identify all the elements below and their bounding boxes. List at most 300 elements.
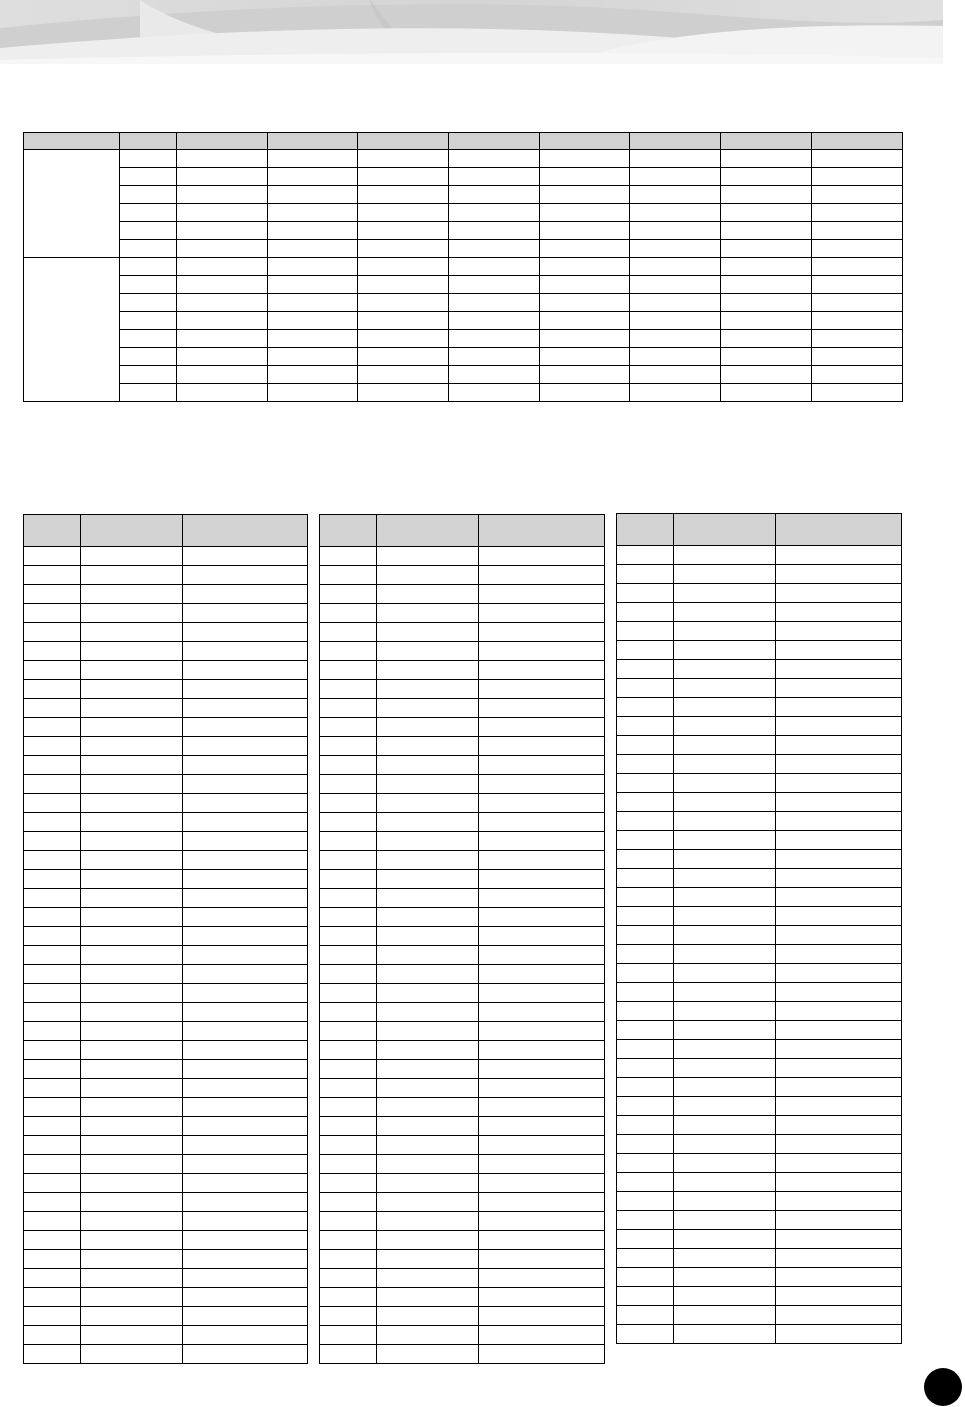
list-table-cell: [479, 642, 605, 661]
list-table-row: [617, 869, 902, 888]
group-label-cell: [24, 150, 120, 258]
list-table-cell: [617, 964, 674, 983]
list-table-cell: [24, 965, 81, 984]
list-table-cell: [617, 660, 674, 679]
list-table-row: [24, 1212, 308, 1231]
list-table-cell: [377, 547, 479, 566]
list-table-cell: [320, 604, 377, 623]
list-table-cell: [617, 755, 674, 774]
list-table-header-cell: [81, 515, 183, 547]
list-table-cell: [320, 927, 377, 946]
list-table-cell: [674, 1116, 776, 1135]
list-table-cell: [479, 1212, 605, 1231]
list-table-cell: [81, 851, 183, 870]
top-table-cell: [177, 150, 268, 168]
list-table-cell: [617, 736, 674, 755]
list-table-cell: [320, 984, 377, 1003]
list-table-cell: [183, 566, 308, 585]
list-table-cell: [479, 1060, 605, 1079]
top-table-cell: [812, 240, 903, 258]
list-table-cell: [183, 756, 308, 775]
top-table-cell: [540, 330, 630, 348]
list-table-cell: [320, 1231, 377, 1250]
top-table-cell: [540, 222, 630, 240]
list-table-cell: [377, 1060, 479, 1079]
list-table-cell: [776, 1249, 902, 1268]
list-table-cell: [674, 736, 776, 755]
list-table-cell: [320, 661, 377, 680]
top-table-header-cell: [721, 133, 812, 150]
top-table-cell: [630, 258, 721, 276]
top-table-cell: [358, 168, 449, 186]
list-table-row: [617, 1154, 902, 1173]
list-table-cell: [183, 1079, 308, 1098]
list-table-cell: [674, 1230, 776, 1249]
list-table-cell: [479, 1174, 605, 1193]
list-table-row: [24, 1250, 308, 1269]
list-table-cell: [183, 1345, 308, 1364]
list-table-cell: [776, 1097, 902, 1116]
list-table-row: [320, 642, 605, 661]
list-table-cell: [183, 661, 308, 680]
list-table-cell: [377, 585, 479, 604]
list-table-cell: [776, 1173, 902, 1192]
list-table-cell: [183, 927, 308, 946]
top-table-cell: [630, 330, 721, 348]
list-table-row: [320, 566, 605, 585]
list-table-row: [320, 604, 605, 623]
list-table-cell: [377, 1117, 479, 1136]
list-table-cell: [479, 889, 605, 908]
list-table-row: [24, 1193, 308, 1212]
list-table-cell: [81, 1193, 183, 1212]
list-table-cell: [674, 850, 776, 869]
list-table-cell: [479, 1041, 605, 1060]
list-table-row: [617, 831, 902, 850]
list-table-cell: [377, 699, 479, 718]
list-table-row: [320, 1003, 605, 1022]
list-table-cell: [81, 1307, 183, 1326]
list-table-cell: [377, 1269, 479, 1288]
list-table-cell: [24, 870, 81, 889]
list-table-cell: [320, 832, 377, 851]
list-table-row: [24, 1079, 308, 1098]
list-table-cell: [24, 1155, 81, 1174]
list-table-cell: [377, 1212, 479, 1231]
list-table-cell: [24, 775, 81, 794]
top-table-cell: [630, 240, 721, 258]
list-table-cell: [776, 983, 902, 1002]
list-table-cell: [81, 813, 183, 832]
list-table-cell: [479, 794, 605, 813]
list-table-row: [617, 698, 902, 717]
list-table-row: [617, 1078, 902, 1097]
top-table-cell: [812, 150, 903, 168]
list-table-cell: [320, 1041, 377, 1060]
list-table-row: [24, 1307, 308, 1326]
list-table-cell: [320, 775, 377, 794]
list-table-cell: [674, 679, 776, 698]
top-table-cell: [540, 204, 630, 222]
list-table-cell: [776, 869, 902, 888]
list-table-row: [617, 1230, 902, 1249]
list-table-cell: [24, 1288, 81, 1307]
list-table-cell: [479, 1231, 605, 1250]
top-table-row: [24, 276, 903, 294]
top-table-cell: [540, 366, 630, 384]
list-table-cell: [674, 812, 776, 831]
list-table-row: [24, 1117, 308, 1136]
list-table-cell: [617, 1002, 674, 1021]
list-table-cell: [377, 889, 479, 908]
list-table-cell: [377, 1022, 479, 1041]
top-table-cell: [449, 222, 540, 240]
list-table-cell: [479, 1022, 605, 1041]
list-table-cell: [479, 870, 605, 889]
list-table-row: [320, 813, 605, 832]
list-table-cell: [183, 1003, 308, 1022]
top-table-row: [24, 258, 903, 276]
top-table-cell: [120, 240, 177, 258]
list-table-cell: [776, 793, 902, 812]
list-table-cell: [617, 1211, 674, 1230]
list-table-cell: [320, 585, 377, 604]
top-table-cell: [449, 294, 540, 312]
list-table-row: [24, 1022, 308, 1041]
list-table-row: [24, 756, 308, 775]
top-table-cell: [812, 276, 903, 294]
list-table-row: [24, 851, 308, 870]
top-table-cell: [721, 258, 812, 276]
list-table-cell: [479, 718, 605, 737]
top-table-row: [24, 348, 903, 366]
list-table-cell: [183, 965, 308, 984]
list-table-cell: [479, 1193, 605, 1212]
list-table-row: [24, 1041, 308, 1060]
list-table-cell: [320, 908, 377, 927]
top-table-cell: [630, 150, 721, 168]
list-table-cell: [674, 1287, 776, 1306]
list-table-cell: [320, 965, 377, 984]
top-table-cell: [540, 348, 630, 366]
list-table-cell: [617, 1078, 674, 1097]
list-table-row: [320, 851, 605, 870]
list-table-cell: [617, 774, 674, 793]
list-table-cell: [24, 1269, 81, 1288]
list-table-cell: [479, 680, 605, 699]
list-table-cell: [479, 566, 605, 585]
list-table-cell: [320, 1117, 377, 1136]
list-table-cell: [617, 1268, 674, 1287]
list-table-row: [320, 1174, 605, 1193]
list-table-cell: [320, 642, 377, 661]
list-table-cell: [81, 775, 183, 794]
list-table-cell: [24, 718, 81, 737]
list-table-row: [617, 1059, 902, 1078]
list-table-cell: [377, 1098, 479, 1117]
list-table-cell: [24, 585, 81, 604]
top-table-cell: [120, 330, 177, 348]
list-table-cell: [674, 1249, 776, 1268]
list-table-cell: [776, 1268, 902, 1287]
top-table-header-cell: [268, 133, 358, 150]
list-table-cell: [776, 812, 902, 831]
list-table-cell: [674, 869, 776, 888]
list-table-row: [24, 1136, 308, 1155]
wave-graphic: [0, 0, 943, 64]
top-table-cell: [268, 348, 358, 366]
list-table-row: [24, 661, 308, 680]
list-table-cell: [776, 774, 902, 793]
top-table-row: [24, 330, 903, 348]
list-table-cell: [320, 547, 377, 566]
list-table-cell: [24, 908, 81, 927]
top-table-cell: [358, 276, 449, 294]
list-table-cell: [617, 831, 674, 850]
list-table-cell: [183, 1212, 308, 1231]
list-table-cell: [617, 793, 674, 812]
list-table-row: [24, 889, 308, 908]
list-table-cell: [81, 832, 183, 851]
top-table-cell: [630, 222, 721, 240]
list-table-cell: [617, 1287, 674, 1306]
list-table-cell: [377, 1174, 479, 1193]
list-table-3: [616, 513, 902, 1344]
list-table-cell: [81, 1155, 183, 1174]
list-table-row: [24, 1345, 308, 1364]
top-table-cell: [268, 312, 358, 330]
list-table-cell: [776, 831, 902, 850]
list-table-cell: [674, 1002, 776, 1021]
top-table-row: [24, 366, 903, 384]
top-table-cell: [177, 240, 268, 258]
list-table-row: [617, 1173, 902, 1192]
list-table-cell: [377, 1326, 479, 1345]
list-table-cell: [320, 718, 377, 737]
list-table-cell: [377, 965, 479, 984]
list-table-cell: [81, 1250, 183, 1269]
top-table-cell: [630, 276, 721, 294]
list-table-row: [24, 1060, 308, 1079]
list-table-cell: [183, 718, 308, 737]
list-table-cell: [617, 698, 674, 717]
list-table-row: [617, 1211, 902, 1230]
list-table-cell: [81, 1326, 183, 1345]
list-table-row: [617, 1040, 902, 1059]
list-table-row: [24, 718, 308, 737]
top-table-cell: [630, 384, 721, 402]
list-table-cell: [617, 1325, 674, 1344]
list-table-row: [320, 1307, 605, 1326]
list-table-cell: [674, 1040, 776, 1059]
list-table-2: [319, 514, 605, 1364]
list-table-cell: [377, 718, 479, 737]
top-table-header-cell: [449, 133, 540, 150]
list-table-row: [24, 927, 308, 946]
list-table-cell: [617, 1230, 674, 1249]
list-table-cell: [479, 661, 605, 680]
list-table-row: [24, 623, 308, 642]
list-table-cell: [674, 1154, 776, 1173]
top-table-cell: [449, 276, 540, 294]
list-table-row: [320, 1155, 605, 1174]
list-table-cell: [674, 1306, 776, 1325]
list-table-cell: [479, 984, 605, 1003]
top-table-cell: [177, 276, 268, 294]
list-table-cell: [617, 888, 674, 907]
list-table-cell: [183, 547, 308, 566]
list-table-cell: [617, 565, 674, 584]
list-table-row: [320, 623, 605, 642]
list-table-row: [320, 1231, 605, 1250]
list-table-cell: [81, 661, 183, 680]
list-table-cell: [617, 1116, 674, 1135]
list-table-cell: [776, 717, 902, 736]
list-table-cell: [24, 927, 81, 946]
list-table-cell: [674, 831, 776, 850]
list-table-cell: [81, 889, 183, 908]
list-table-cell: [617, 1249, 674, 1268]
list-table-cell: [320, 1326, 377, 1345]
list-table-cell: [674, 1059, 776, 1078]
list-table-cell: [377, 870, 479, 889]
list-table-cell: [674, 793, 776, 812]
list-table-row: [320, 1117, 605, 1136]
list-table-row: [617, 603, 902, 622]
list-table-row: [320, 1193, 605, 1212]
list-table-cell: [776, 1116, 902, 1135]
list-table-row: [320, 870, 605, 889]
list-table-cell: [81, 1022, 183, 1041]
list-table-cell: [24, 794, 81, 813]
list-table-cell: [479, 1136, 605, 1155]
list-table-row: [617, 888, 902, 907]
list-table-cell: [479, 1003, 605, 1022]
list-table-cell: [479, 1307, 605, 1326]
list-table-row: [617, 755, 902, 774]
list-table-cell: [776, 1325, 902, 1344]
list-table-cell: [183, 585, 308, 604]
list-table-cell: [183, 794, 308, 813]
list-table-cell: [776, 546, 902, 565]
list-table-cell: [24, 889, 81, 908]
list-table-cell: [183, 737, 308, 756]
list-table-cell: [776, 1306, 902, 1325]
top-table-header-row: [24, 133, 903, 150]
list-table-cell: [81, 1345, 183, 1364]
list-table-cell: [617, 546, 674, 565]
top-table-cell: [721, 294, 812, 312]
list-table-cell: [81, 623, 183, 642]
top-table-cell: [177, 258, 268, 276]
list-table-cell: [81, 908, 183, 927]
list-table-cell: [24, 699, 81, 718]
list-table-cell: [377, 832, 479, 851]
list-table-cell: [617, 622, 674, 641]
list-table-cell: [24, 813, 81, 832]
list-table-cell: [377, 813, 479, 832]
list-table-row: [617, 964, 902, 983]
header-banner: [0, 0, 943, 64]
list-table-cell: [81, 718, 183, 737]
top-table-header-cell: [120, 133, 177, 150]
top-table-cell: [449, 366, 540, 384]
list-table-cell: [617, 1306, 674, 1325]
list-table-row: [24, 946, 308, 965]
list-table-cell: [776, 698, 902, 717]
list-table-cell: [617, 679, 674, 698]
list-table-cell: [183, 1307, 308, 1326]
list-table-3-body: [617, 514, 902, 1344]
list-table-header-row: [617, 514, 902, 546]
top-table-body: [24, 133, 903, 402]
top-table-cell: [540, 168, 630, 186]
list-table-row: [320, 737, 605, 756]
list-table-cell: [377, 984, 479, 1003]
top-table-row: [24, 222, 903, 240]
list-table-row: [617, 1002, 902, 1021]
list-table-cell: [81, 585, 183, 604]
top-table-cell: [358, 330, 449, 348]
list-table-cell: [377, 1136, 479, 1155]
list-table-cell: [479, 775, 605, 794]
list-table-cell: [377, 1307, 479, 1326]
list-table-cell: [776, 1230, 902, 1249]
list-table-cell: [479, 547, 605, 566]
top-table-cell: [630, 348, 721, 366]
top-table-cell: [268, 276, 358, 294]
list-table-row: [320, 889, 605, 908]
list-table-row: [320, 775, 605, 794]
list-table-row: [320, 908, 605, 927]
list-table-cell: [776, 679, 902, 698]
list-table-row: [617, 1021, 902, 1040]
list-table-header-cell: [479, 515, 605, 547]
list-table-cell: [377, 1193, 479, 1212]
list-table-cell: [81, 1269, 183, 1288]
list-table-cell: [674, 565, 776, 584]
list-table-cell: [24, 984, 81, 1003]
list-table-cell: [183, 680, 308, 699]
top-table-cell: [120, 294, 177, 312]
top-table-cell: [812, 348, 903, 366]
list-table-cell: [24, 1250, 81, 1269]
list-table-row: [617, 641, 902, 660]
top-table-cell: [177, 186, 268, 204]
list-table-cell: [320, 566, 377, 585]
list-table-cell: [776, 1078, 902, 1097]
list-table-cell: [183, 1326, 308, 1345]
group-label-cell: [24, 258, 120, 402]
list-table-cell: [479, 1288, 605, 1307]
list-table-cell: [776, 964, 902, 983]
list-table-row: [320, 718, 605, 737]
list-table-cell: [183, 1136, 308, 1155]
top-table-cell: [358, 312, 449, 330]
list-table-cell: [776, 1154, 902, 1173]
list-table-header-cell: [776, 514, 902, 546]
list-table-cell: [377, 642, 479, 661]
top-table-row: [24, 312, 903, 330]
list-table-header-cell: [183, 515, 308, 547]
list-table-cell: [320, 623, 377, 642]
list-table-cell: [776, 888, 902, 907]
top-table-cell: [721, 222, 812, 240]
list-table-cell: [183, 604, 308, 623]
list-table-row: [24, 1288, 308, 1307]
list-table-row: [617, 907, 902, 926]
list-table-row: [24, 547, 308, 566]
